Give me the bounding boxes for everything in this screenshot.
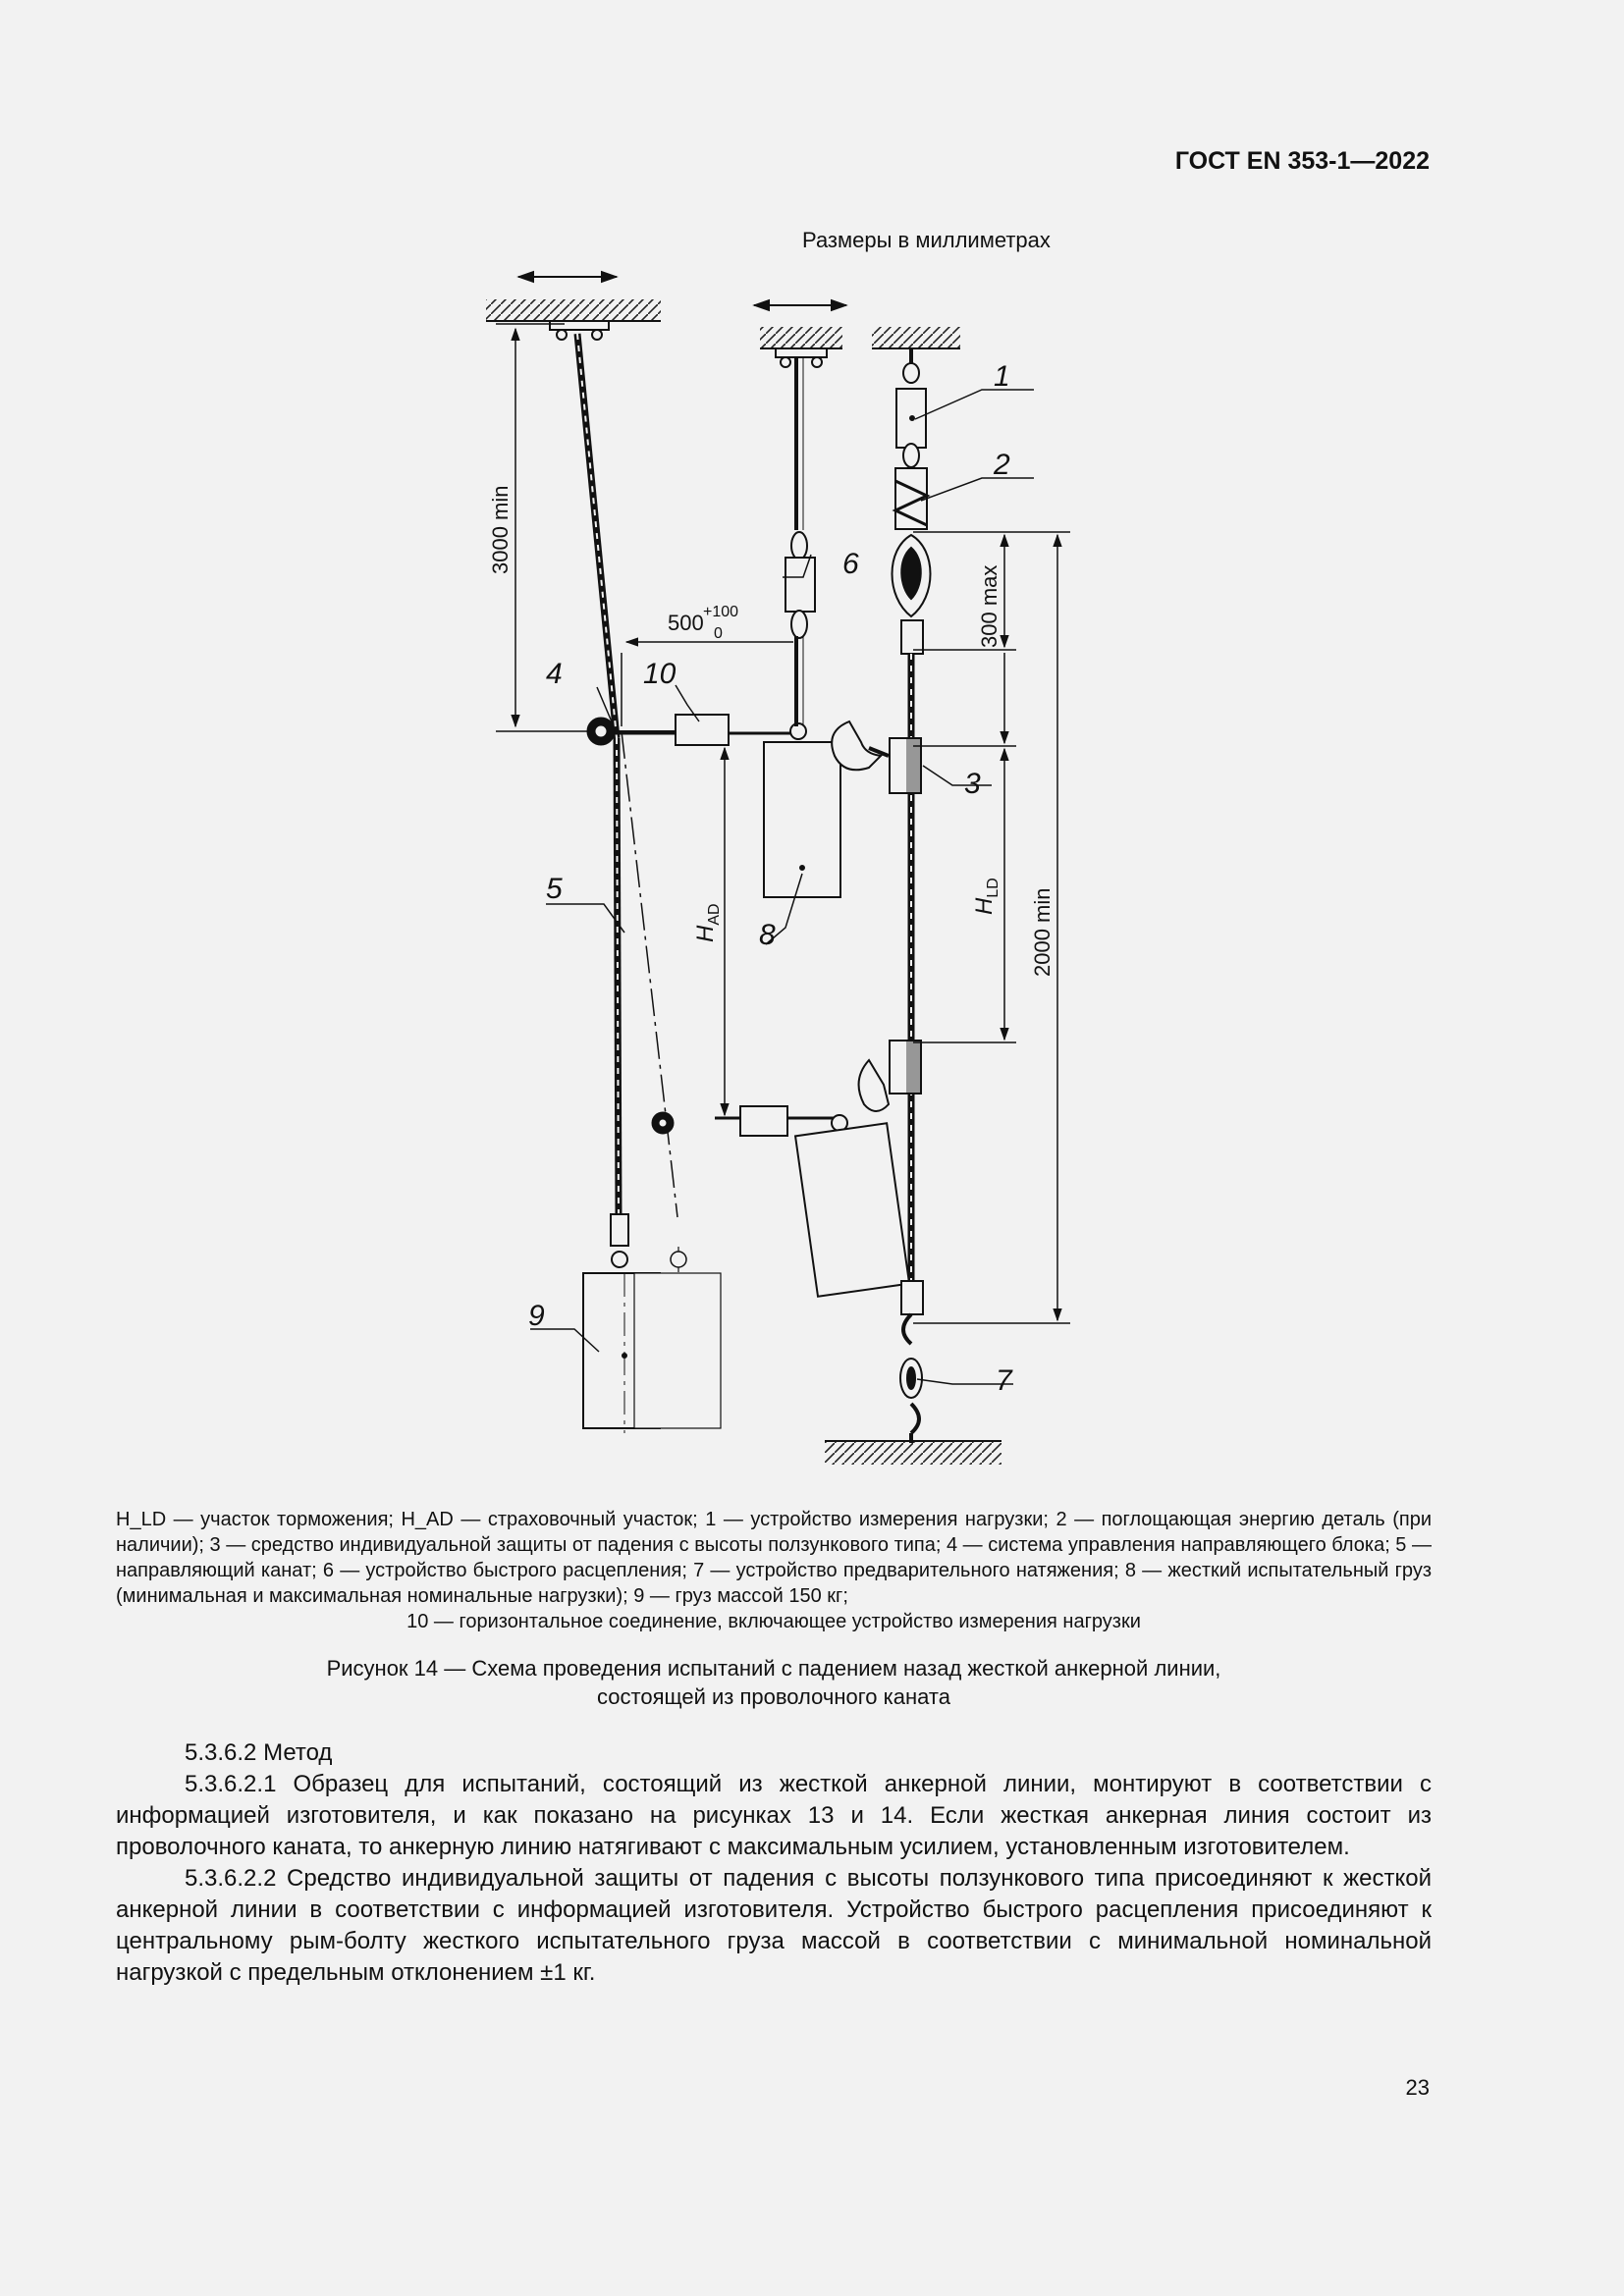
label-9: 9 bbox=[528, 1300, 545, 1332]
legend-text: H_LD — участок торможения; H_AD — страховочный участок; 1 — устройство измерения нагрузки; 2 — поглощающая энергию деталь (при наличии); 3 — средство индивидуальной защиты от падения с высоты ползункового типа; 4 — система управления направляющего блока; 5 — направляющий канат; 6 — устройство быстрого расцепления; 7 — устройство предварительного натяжения; 8 — жесткий испытательный груз (минимальная и максимальная номинальные нагрузки); 9 — груз массой 150 кг; bbox=[116, 1509, 1432, 1607]
paragraph-5-3-6-2-1: 5.3.6.2.1 Образец для испытаний, состоящий из жесткой анкерной линии, монтируют в соответствии с информацией изготовителя, и как показано на рисунках 13 и 14. Если жесткая анкерная линия состоит из проволочного каната, то анкерную линию натягивают с максимальным усилием, установленным изготовителем. bbox=[116, 1771, 1432, 1860]
label-10: 10 bbox=[643, 658, 677, 690]
label-2: 2 bbox=[994, 449, 1010, 481]
label-4: 4 bbox=[546, 658, 563, 690]
weight-9 bbox=[583, 1214, 721, 1433]
dim-2000: 2000 min bbox=[1030, 887, 1055, 977]
caption-line-2: состоящей из проволочного каната bbox=[597, 1684, 950, 1709]
caption-line-1: Рисунок 14 — Схема проведения испытаний с падением назад жесткой анкерной линии, bbox=[326, 1656, 1221, 1681]
test-mass-8 bbox=[764, 742, 909, 1297]
legend-last-line: 10 — горизонтальное соединение, включающее устройство измерения нагрузки bbox=[406, 1611, 1141, 1632]
dim-500-tol-lower: 0 bbox=[714, 625, 723, 642]
dim-500: 500 bbox=[668, 611, 704, 635]
dim-300: 300 max bbox=[977, 564, 1001, 648]
guide-rope bbox=[577, 334, 677, 1217]
label-3: 3 bbox=[964, 768, 981, 800]
ceiling-anchors bbox=[486, 277, 1001, 1465]
label-5: 5 bbox=[546, 873, 563, 905]
label-8: 8 bbox=[759, 919, 776, 951]
guide-block bbox=[587, 718, 677, 1134]
standard-header: ГОСТ EN 353-1—2022 bbox=[1174, 147, 1430, 175]
body-text bbox=[116, 1737, 1432, 1989]
page-number: 23 bbox=[1405, 2075, 1430, 2100]
units-note: Размеры в миллиметрах bbox=[802, 228, 1051, 252]
figure-legend bbox=[116, 1507, 1432, 1634]
paragraph-5-3-6-2-2: 5.3.6.2.2 Средство индивидуальной защиты от падения с высоты ползункового типа присоединяют к жесткой анкерной линии в соответствии с информацией изготовителя. Устройство быстрого расцепления присоединяют к центральному рым-болту жесткого испытательного груза массой в соответствии с минимальной номинальной нагрузкой с предельным отклонением ±1 кг. bbox=[116, 1865, 1432, 1986]
h-ld-label: $H_{LD}$ bbox=[971, 878, 1001, 915]
label-1: 1 bbox=[994, 360, 1010, 393]
dim-3000: 3000 min bbox=[488, 485, 513, 574]
figure-caption bbox=[116, 1654, 1432, 1711]
label-7: 7 bbox=[996, 1364, 1012, 1397]
label-6: 6 bbox=[842, 548, 859, 580]
dim-500-tol-upper: +100 bbox=[703, 604, 739, 620]
quick-release-device bbox=[785, 358, 815, 726]
paragraph-method: 5.3.6.2 Метод bbox=[185, 1739, 333, 1766]
h-ad-label: $H_{AD}$ bbox=[692, 903, 723, 942]
